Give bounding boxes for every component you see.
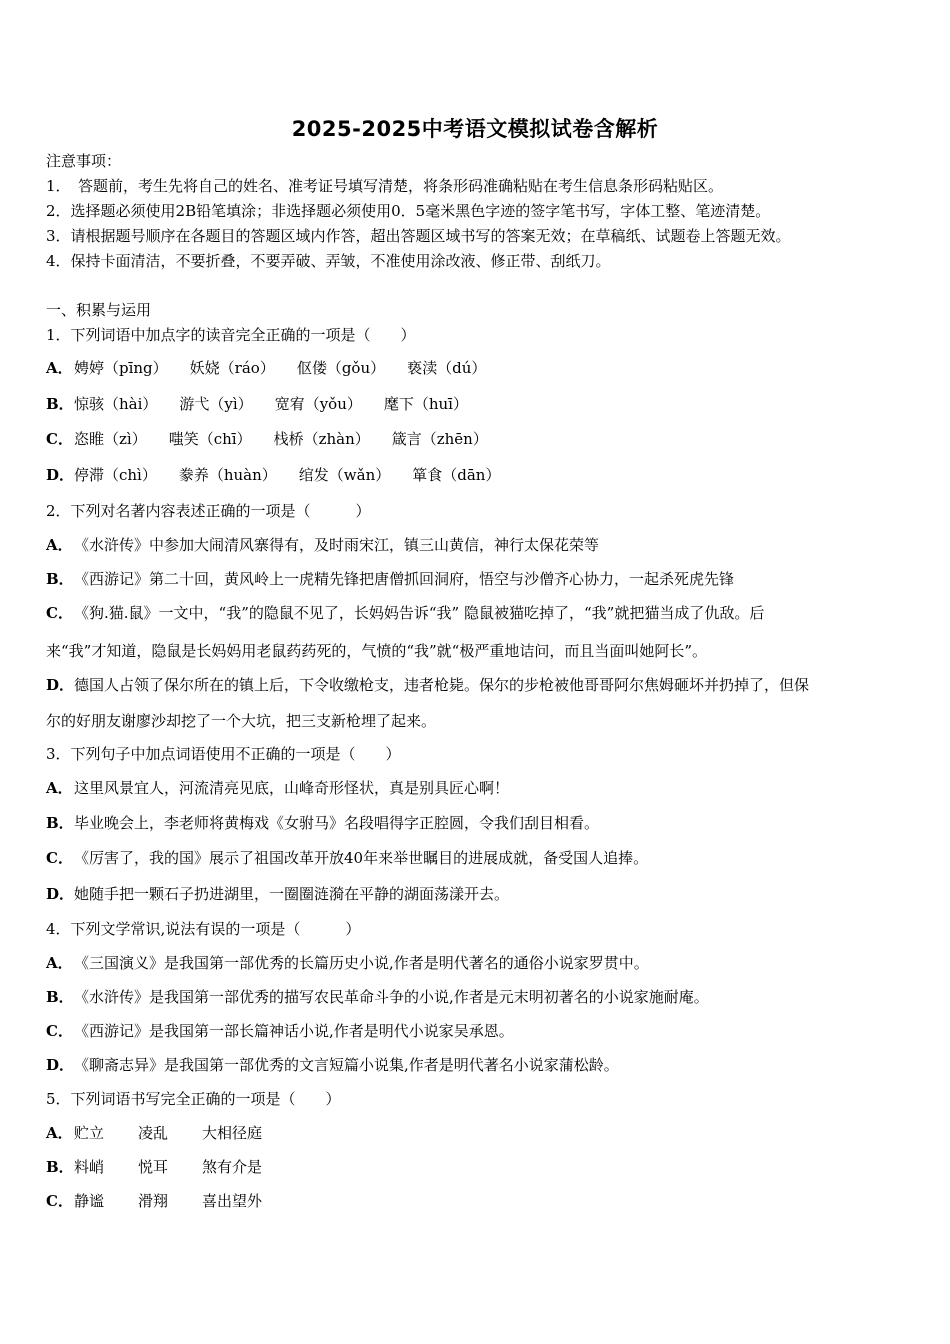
q5-a-item-3: 大相径庭 [202, 1124, 263, 1142]
q2-a-text: 《水浒传》中参加大闹清风寨得有，及时雨宋江，镇三山黄信，神行太保花荣等 [74, 536, 600, 554]
q1-b-item-2: 游弋（yì） [179, 395, 253, 413]
option-letter: B． [46, 570, 74, 588]
option-letter: D． [46, 885, 75, 903]
q5-c-item-3: 喜出望外 [202, 1192, 263, 1210]
q3-option-b[interactable] [46, 814, 599, 832]
q1-a-item-4: 亵渎（dú） [407, 359, 487, 377]
q3-option-c[interactable] [46, 849, 648, 867]
q1-d-item-2: 豢养（huàn） [178, 466, 277, 484]
option-letter: C． [46, 1192, 73, 1210]
q5-c-item-2: 滑翔 [138, 1192, 169, 1210]
q2-d-text-1: 德国人占领了保尔所在的镇上后，下令收缴枪支，违者枪毙。保尔的步枪被他哥哥阿尔焦姆砸坏并扔掉了，但保 [74, 676, 810, 694]
q3-d-text: 她随手把一颗石子扔进湖里，一圈圈涟漪在平静的湖面荡漾开去。 [74, 885, 510, 903]
q4-option-b[interactable] [46, 988, 709, 1006]
option-letter: B． [46, 1158, 74, 1176]
notice-item-3: 3．请根据题号顺序在各题目的答题区域内作答，超出答题区域书写的答案无效；在草稿纸、试题卷上答题无效。 [46, 227, 791, 245]
q1-b-item-3: 宽宥（yǒu） [274, 395, 362, 413]
q1-b-item-4: 麾下（huī） [383, 395, 468, 413]
q5-stem: 5．下列词语书写完全正确的一项是（ ） [46, 1090, 341, 1108]
q1-a-item-3: 伛偻（gǒu） [296, 359, 386, 377]
option-letter: D． [46, 1056, 75, 1074]
q1-d-item-4: 箪食（dān） [412, 466, 501, 484]
q4-option-a[interactable] [46, 954, 649, 972]
q1-c-item-4: 箴言（zhēn） [391, 430, 488, 448]
q2-option-b[interactable] [46, 570, 734, 588]
q4-stem: 4．下列文学常识,说法有误的一项是（ ） [46, 920, 361, 938]
q2-option-c[interactable] [46, 604, 764, 622]
option-letter: C． [46, 849, 73, 867]
q2-c-text-2: 来“我”才知道，隐鼠是长妈妈用老鼠药药死的，气愤的“我”就“极严重地诘问，而且当面叫她阿长”。 [46, 642, 708, 660]
section-heading: 一、积累与运用 [46, 301, 152, 319]
q5-b-item-2: 悦耳 [138, 1158, 169, 1176]
q1-a-item-1: 娉婷（pīng） [74, 359, 168, 377]
q1-option-d[interactable] [46, 466, 500, 484]
option-letter: B． [46, 395, 74, 413]
option-letter: A． [46, 359, 73, 377]
q1-a-item-2: 妖娆（ráo） [189, 359, 275, 377]
option-letter: C． [46, 604, 73, 622]
option-letter: A． [46, 779, 73, 797]
q1-d-item-1: 停滞（chì） [74, 466, 157, 484]
q4-c-text: 《西游记》是我国第一部长篇神话小说,作者是明代小说家吴承恩。 [74, 1022, 514, 1040]
q3-b-text: 毕业晚会上，李老师将黄梅戏《女驸马》名段唱得字正腔圆，令我们刮目相看。 [74, 814, 600, 832]
q1-stem: 1．下列词语中加点字的读音完全正确的一项是（ ） [46, 326, 416, 344]
q5-option-b[interactable] [46, 1158, 262, 1176]
q5-b-item-1: 料峭 [74, 1158, 105, 1176]
q4-option-c[interactable] [46, 1022, 514, 1040]
q1-option-b[interactable] [46, 395, 468, 413]
q2-d-text-2: 尔的好朋友谢廖沙却挖了一个大坑，把三支新枪埋了起来。 [46, 712, 437, 730]
q5-c-item-1: 静谧 [74, 1192, 105, 1210]
option-letter: B． [46, 814, 74, 832]
q2-b-text: 《西游记》第二十回，黄风岭上一虎精先锋把唐僧抓回洞府，悟空与沙僧齐心协力，一起杀死虎先锋 [74, 570, 735, 588]
option-letter: A． [46, 1124, 73, 1142]
q2-option-d[interactable] [46, 676, 809, 694]
q2-option-a[interactable] [46, 536, 599, 554]
option-letter: B． [46, 988, 74, 1006]
q3-stem: 3．下列句子中加点词语使用不正确的一项是（ ） [46, 745, 401, 763]
q5-option-c[interactable] [46, 1192, 262, 1210]
q1-b-item-1: 惊骇（hài） [74, 395, 158, 413]
notice-heading: 注意事项： [46, 152, 122, 170]
notice-item-2: 2．选择题必须使用2B铅笔填涂；非选择题必须使用0．5毫米黑色字迹的签字笔书写，字体工整、笔迹清楚。 [46, 202, 771, 220]
option-letter: C． [46, 430, 73, 448]
q1-option-a[interactable] [46, 359, 486, 377]
q5-a-item-1: 贮立 [74, 1124, 105, 1142]
option-letter: A． [46, 954, 73, 972]
q1-c-item-1: 恣睢（zì） [74, 430, 147, 448]
notice-item-1: 1． 答题前，考生先将自己的姓名、准考证号填写清楚，将条形码准确粘贴在考生信息条形码粘贴区。 [46, 177, 724, 195]
option-letter: C． [46, 1022, 73, 1040]
q2-c-text-1: 《狗.猫.鼠》一文中，“我”的隐鼠不见了，长妈妈告诉“我” 隐鼠被猫吃掉了，“我”就把猫当成了仇敌。后 [74, 604, 765, 622]
q4-option-d[interactable] [46, 1056, 619, 1074]
q2-stem: 2．下列对名著内容表述正确的一项是（ ） [46, 502, 371, 520]
option-letter: D． [46, 676, 75, 694]
q3-a-text: 这里风景宜人，河流清亮见底，山峰奇形怪状，真是别具匠心啊！ [74, 779, 510, 797]
q5-option-a[interactable] [46, 1124, 262, 1142]
q4-d-text: 《聊斋志异》是我国第一部优秀的文言短篇小说集,作者是明代著名小说家蒲松龄。 [74, 1056, 619, 1074]
q3-option-d[interactable] [46, 885, 509, 903]
q3-c-text: 《厉害了，我的国》展示了祖国改革开放40年来举世瞩目的进展成就，备受国人追捧。 [74, 849, 649, 867]
q4-b-text: 《水浒传》是我国第一部优秀的描写农民革命斗争的小说,作者是元末明初著名的小说家施耐庵。 [74, 988, 709, 1006]
q1-d-item-3: 绾发（wǎn） [298, 466, 391, 484]
q1-option-c[interactable] [46, 430, 488, 448]
q3-option-a[interactable] [46, 779, 509, 797]
option-letter: A． [46, 536, 73, 554]
q1-c-item-3: 栈桥（zhàn） [273, 430, 370, 448]
page-title: 2025-2025中考语文模拟试卷含解析 [291, 117, 659, 141]
q5-b-item-3: 煞有介是 [202, 1158, 263, 1176]
q4-a-text: 《三国演义》是我国第一部优秀的长篇历史小说,作者是明代著名的通俗小说家罗贯中。 [74, 954, 649, 972]
notice-item-4: 4．保持卡面清洁，不要折叠，不要弄破、弄皱，不准使用涂改液、修正带、刮纸刀。 [46, 252, 611, 270]
option-letter: D． [46, 466, 75, 484]
q1-c-item-2: 嗤笑（chī） [168, 430, 252, 448]
q5-a-item-2: 凌乱 [138, 1124, 169, 1142]
